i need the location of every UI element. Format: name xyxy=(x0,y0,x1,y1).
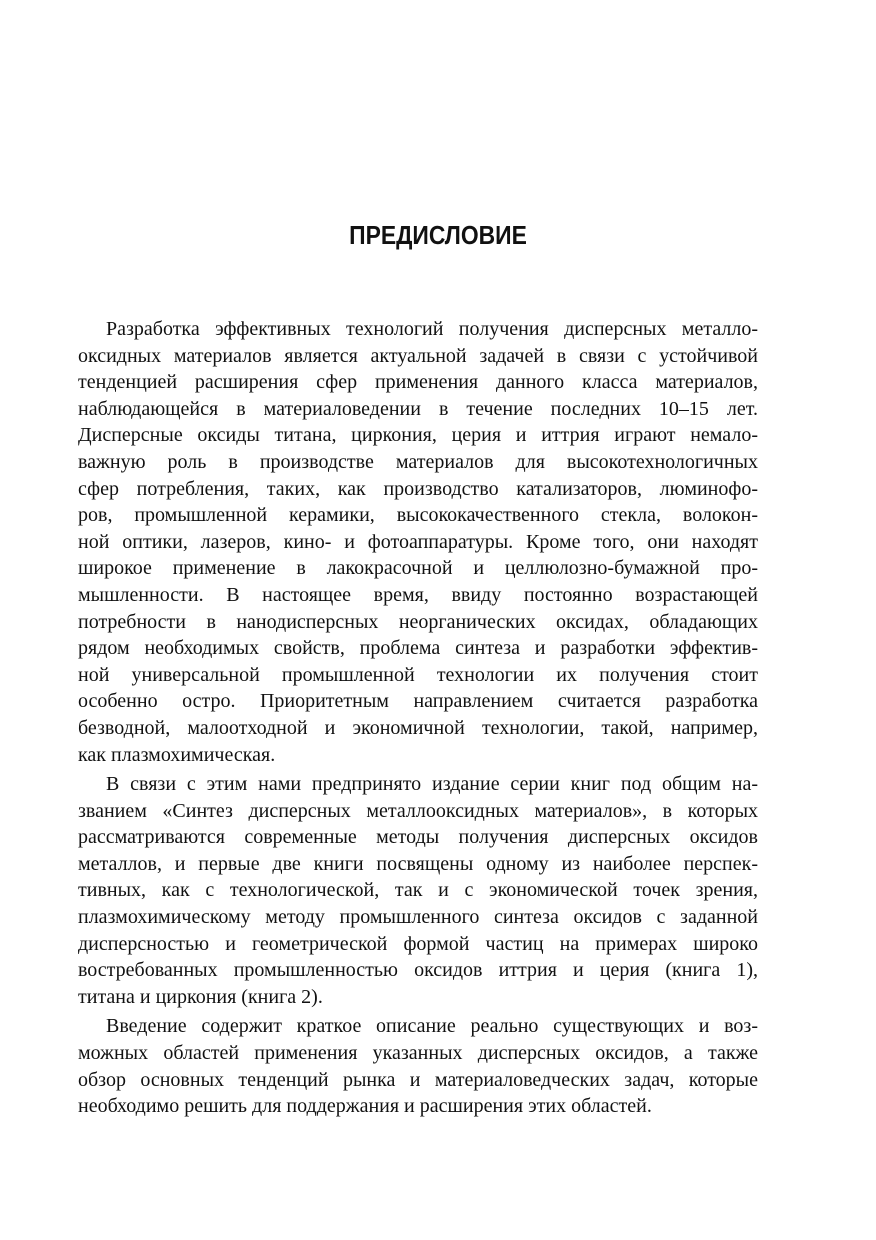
text-line: плазмохимическому методу промышленного синтеза оксидов с заданной xyxy=(78,906,758,929)
paragraph xyxy=(78,771,758,1010)
text-line: званием «Синтез дисперсных металлооксидных материалов», в которых xyxy=(78,799,758,822)
text-line: потребности в нанодисперсных неорганических оксидах, обладающих xyxy=(78,610,758,633)
text-line: как плазмохимическая. xyxy=(78,743,276,766)
text-line: можных областей применения указанных дисперсных оксидов, а также xyxy=(78,1042,758,1065)
text-line: В связи с этим нами предпринято издание серии книг под общим на- xyxy=(106,773,758,796)
preface-body xyxy=(78,316,758,1123)
text-line: сфер потребления, таких, как производство катализаторов, люминофо- xyxy=(78,477,758,500)
text-line: Введение содержит краткое описание реально существующих и воз- xyxy=(106,1015,758,1038)
text-line: мышленности. В настоящее время, ввиду постоянно возрастающей xyxy=(78,583,758,606)
text-line: особенно остро. Приоритетным направлением считается разработка xyxy=(78,690,758,713)
text-line: необходимо решить для поддержания и расширения этих областей. xyxy=(78,1095,652,1118)
text-line: безводной, малоотходной и экономичной технологии, такой, например, xyxy=(78,716,758,739)
text-line: дисперсностью и геометрической формой частиц на примерах широко xyxy=(78,932,758,955)
text-line: рядом необходимых свойств, проблема синтеза и разработки эффектив- xyxy=(78,637,758,660)
text-line: Дисперсные оксиды титана, циркония, церия и иттрия играют немало- xyxy=(78,424,758,447)
text-line: востребованных промышленностью оксидов иттрия и церия (книга 1), xyxy=(78,959,758,982)
text-line: тенденцией расширения сфер применения данного класса материалов, xyxy=(78,371,758,394)
text-line: наблюдающейся в материаловедении в течение последних 10–15 лет. xyxy=(78,397,758,420)
text-line: ной универсальной промышленной технологии их получения стоит xyxy=(78,663,758,686)
text-line: ров, промышленной керамики, высококачественного стекла, волокон- xyxy=(78,504,758,527)
page-title: ПРЕДИСЛОВИЕ xyxy=(349,220,527,250)
paragraph xyxy=(78,316,758,768)
paragraph xyxy=(78,1013,758,1119)
text-line: оксидных материалов является актуальной задачей в связи с устойчивой xyxy=(78,344,758,367)
text-line: ной оптики, лазеров, кино- и фотоаппаратуры. Кроме того, они находят xyxy=(78,530,758,553)
text-line: металлов, и первые две книги посвящены одному из наиболее перспек- xyxy=(78,852,758,875)
text-line: титана и циркония (книга 2). xyxy=(78,985,323,1008)
text-line: Разработка эффективных технологий получения дисперсных металло- xyxy=(106,318,758,340)
text-line: рассматриваются современные методы получения дисперсных оксидов xyxy=(78,826,758,849)
text-line: важную роль в производстве материалов для высокотехнологичных xyxy=(78,450,758,473)
text-line: тивных, как с технологической, так и с экономической точек зрения, xyxy=(78,879,758,902)
text-line: широкое применение в лакокрасочной и целлюлозно-бумажной про- xyxy=(78,557,758,580)
text-line: обзор основных тенденций рынка и материаловедческих задач, которые xyxy=(78,1068,758,1091)
